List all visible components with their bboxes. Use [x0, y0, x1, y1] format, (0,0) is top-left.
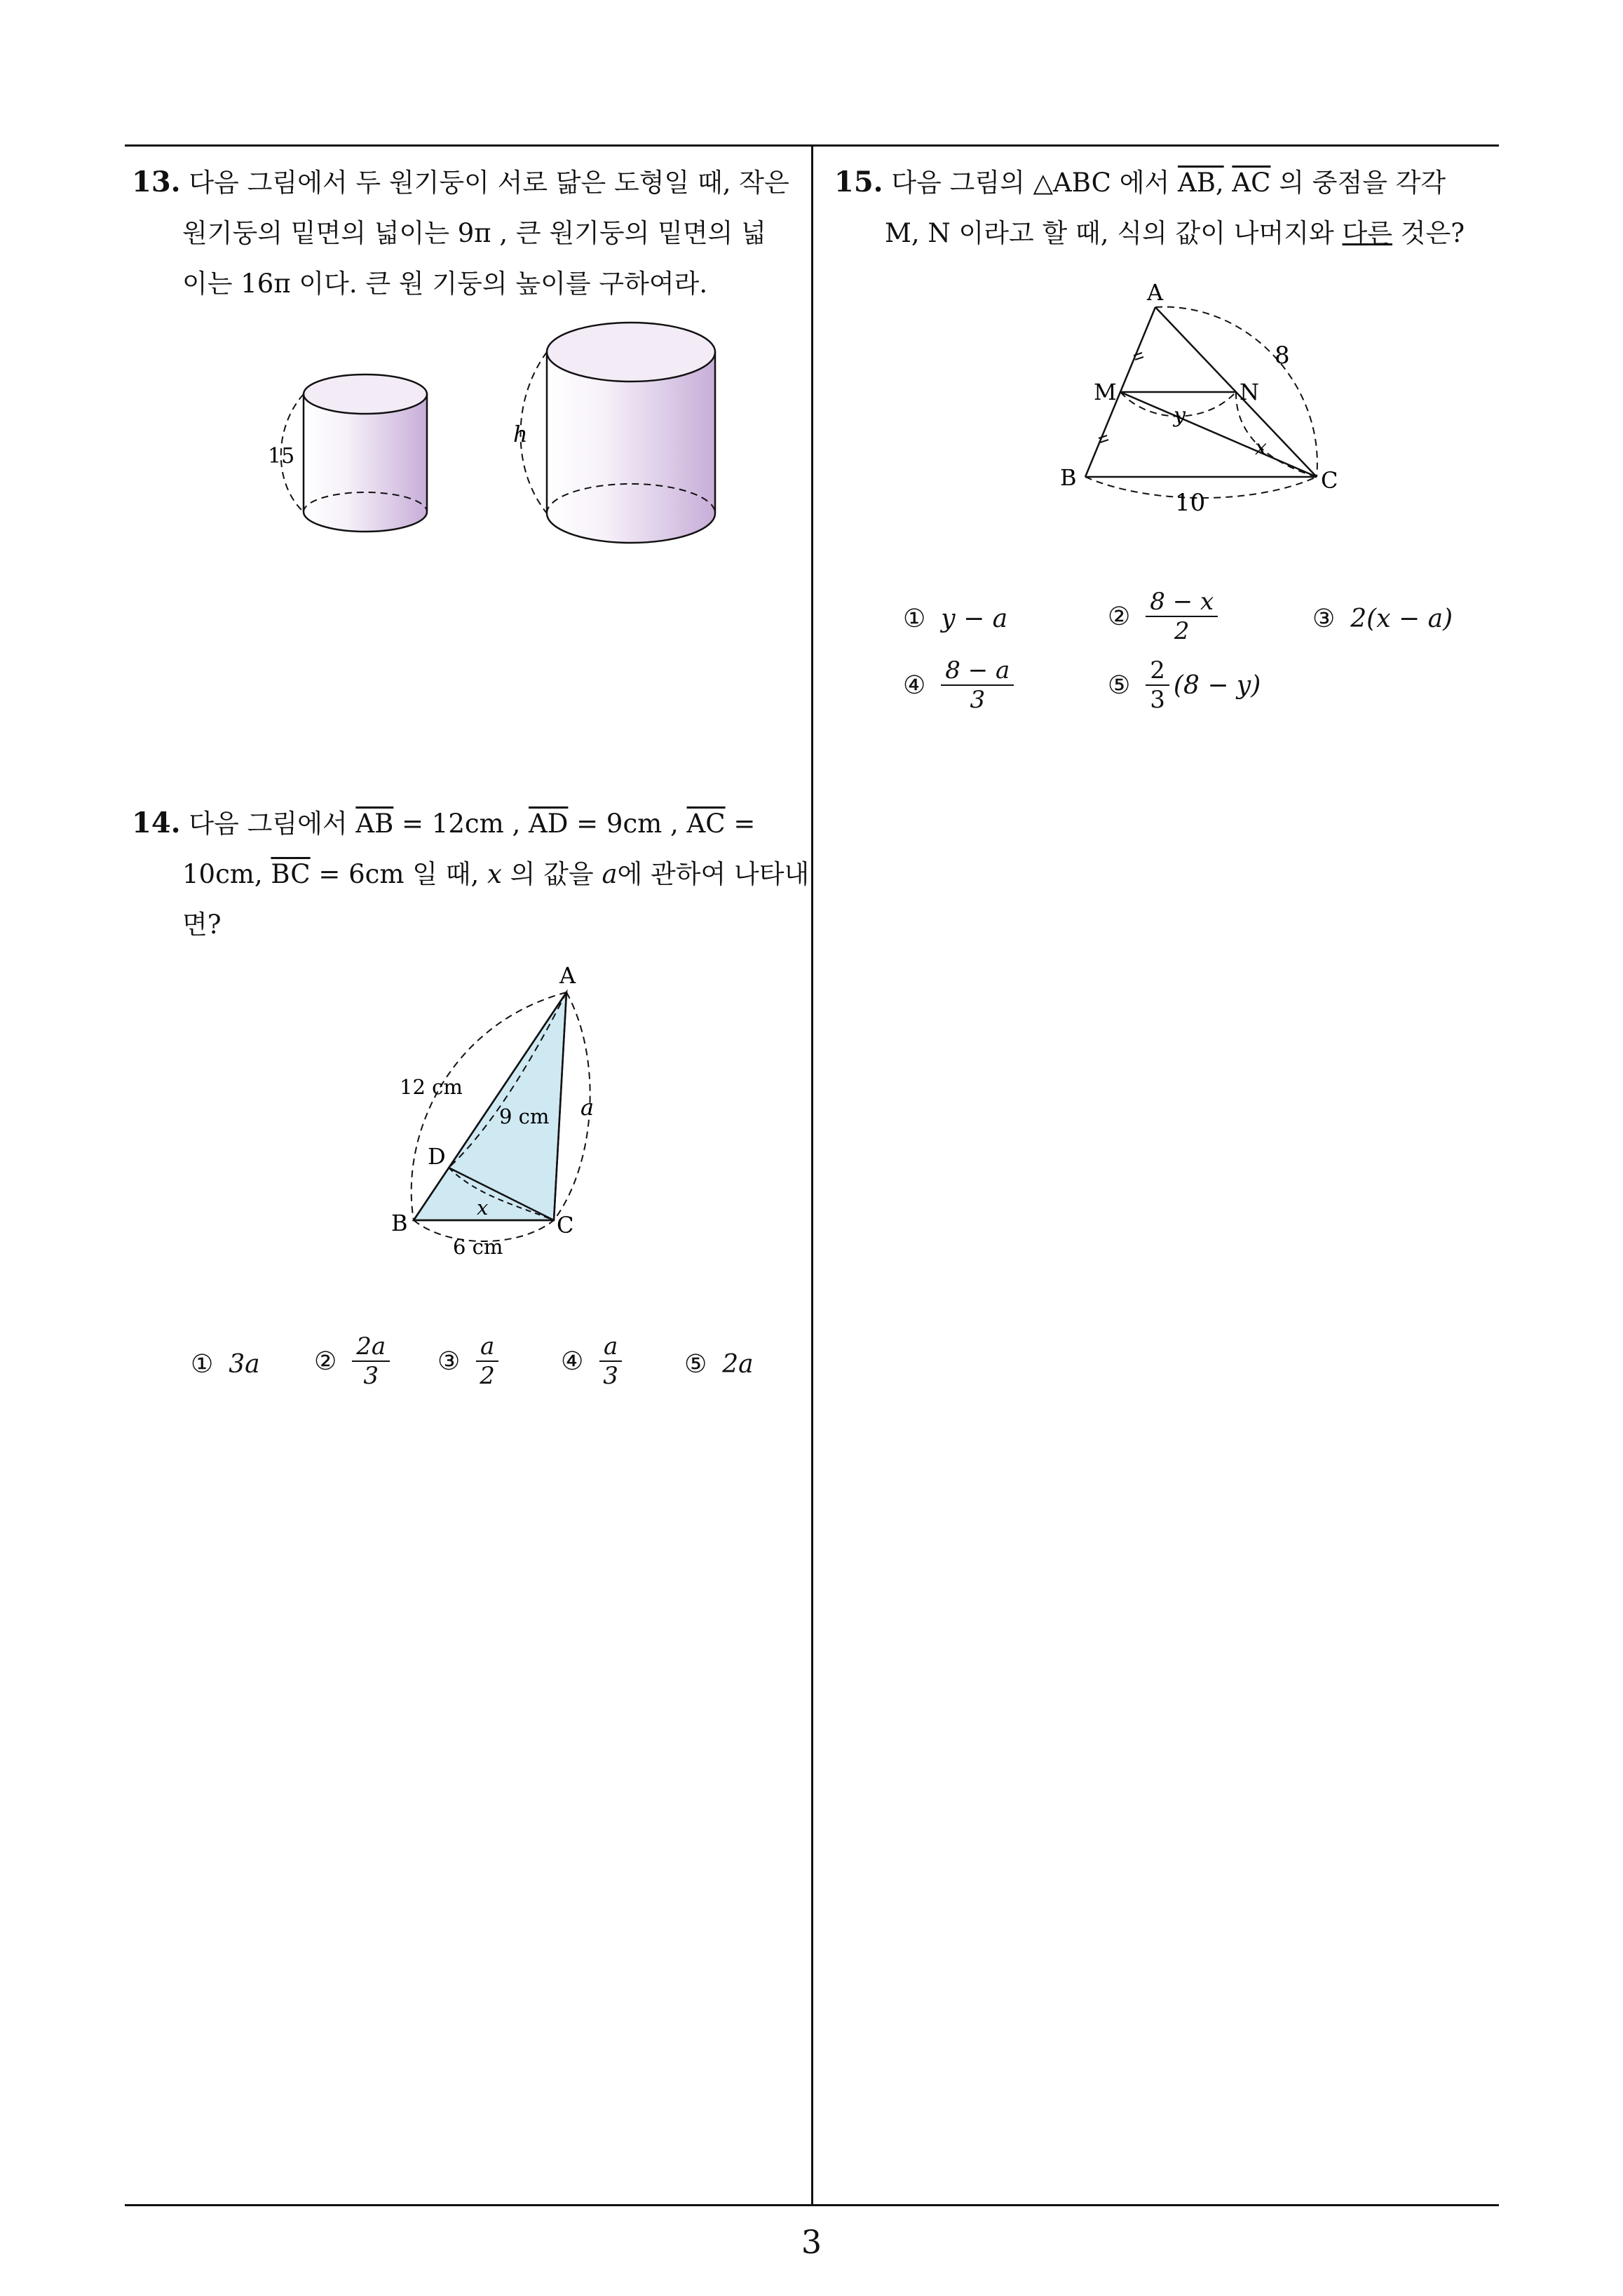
label-6cm: 6 cm [453, 1235, 503, 1259]
vertex-m: M [1094, 379, 1117, 405]
triangle-abc-figure-14 [372, 954, 624, 1269]
vertex-n: N [1240, 379, 1259, 405]
bottom-rule [125, 2204, 1499, 2206]
vertex-c: C [557, 1212, 574, 1238]
label-8: 8 [1275, 342, 1290, 370]
vertex-c: C [1321, 467, 1338, 494]
label-x: x [477, 1196, 489, 1220]
small-height-label: 15 [268, 444, 295, 468]
label-y: y [1174, 403, 1186, 428]
page-number: 3 [801, 2223, 822, 2261]
label-x: x [1255, 435, 1267, 460]
q15-choice-2[interactable]: ② $\frac{8 - x}{2}$ [1108, 588, 1218, 645]
column-divider [811, 144, 813, 2206]
big-height-label: h [513, 421, 528, 447]
q15-choice-4[interactable]: ④ $\frac{8 - a}{3}$ [903, 656, 1014, 714]
q14-choice-4[interactable]: ④ $\frac{a}{3}$ [561, 1332, 623, 1390]
question-13: 13. 다음 그림에서 두 원기둥이 서로 닮은 도형일 때, 작은 원기둥의 밑면의 넓이는 9π , 큰 원기둥의 밑면의 넓 이는 16π 이다. 큰 원 기둥의 높이를 구하여라. [132, 166, 789, 299]
triangle-abc-figure-15 [1052, 274, 1360, 519]
segment-mc [1120, 392, 1317, 477]
question-15: 15. 다음 그림의 △ABC 에서 AB, $\overline{AC}$ 의 중점을 각각 M, N 이라고 할 때, 식의 값이 나머지와 다른 것은? [834, 166, 1465, 248]
small-cylinder [268, 374, 427, 532]
label-10: 10 [1175, 489, 1206, 517]
cylinders-figure [252, 309, 743, 561]
question-number: 15. [834, 166, 883, 198]
vertex-d: D [428, 1143, 446, 1170]
q15-choice-5[interactable]: ⑤ $\frac{2}{3}$ (8 − y) [1108, 656, 1261, 714]
q14-choice-1[interactable]: ① 3a [191, 1350, 260, 1379]
q14-choice-5[interactable]: ⑤ 2a [684, 1350, 754, 1379]
label-12cm: 12 cm [400, 1075, 463, 1099]
question-number: 13. [132, 166, 181, 198]
question-number: 14. [132, 806, 181, 839]
q15-choice-1[interactable]: ① y − a [903, 605, 1008, 633]
vertex-b: B [1060, 464, 1077, 491]
vertex-a: A [1147, 279, 1164, 306]
label-9cm: 9 cm [499, 1105, 550, 1128]
big-cylinder [513, 323, 715, 543]
q14-choice-3[interactable]: ③ $\frac{a}{2}$ [437, 1332, 499, 1390]
q14-choice-2[interactable]: ② $\frac{2a}{3}$ [314, 1332, 390, 1390]
vertex-a: A [559, 962, 576, 989]
label-a: a [580, 1094, 595, 1121]
question-14: 14. 다음 그림에서 $\overline{AB} = 12cm$ , $\overline{AD} = 9cm$ , $\overline{AC}$ = 10cm, $\overline{BC} = 6cm$ 일 때, x 의 값을 a에 관하여 나타내 면? [132, 806, 810, 940]
q15-choice-3[interactable]: ③ 2(x − a) [1312, 605, 1453, 633]
vertex-b: B [391, 1210, 408, 1236]
